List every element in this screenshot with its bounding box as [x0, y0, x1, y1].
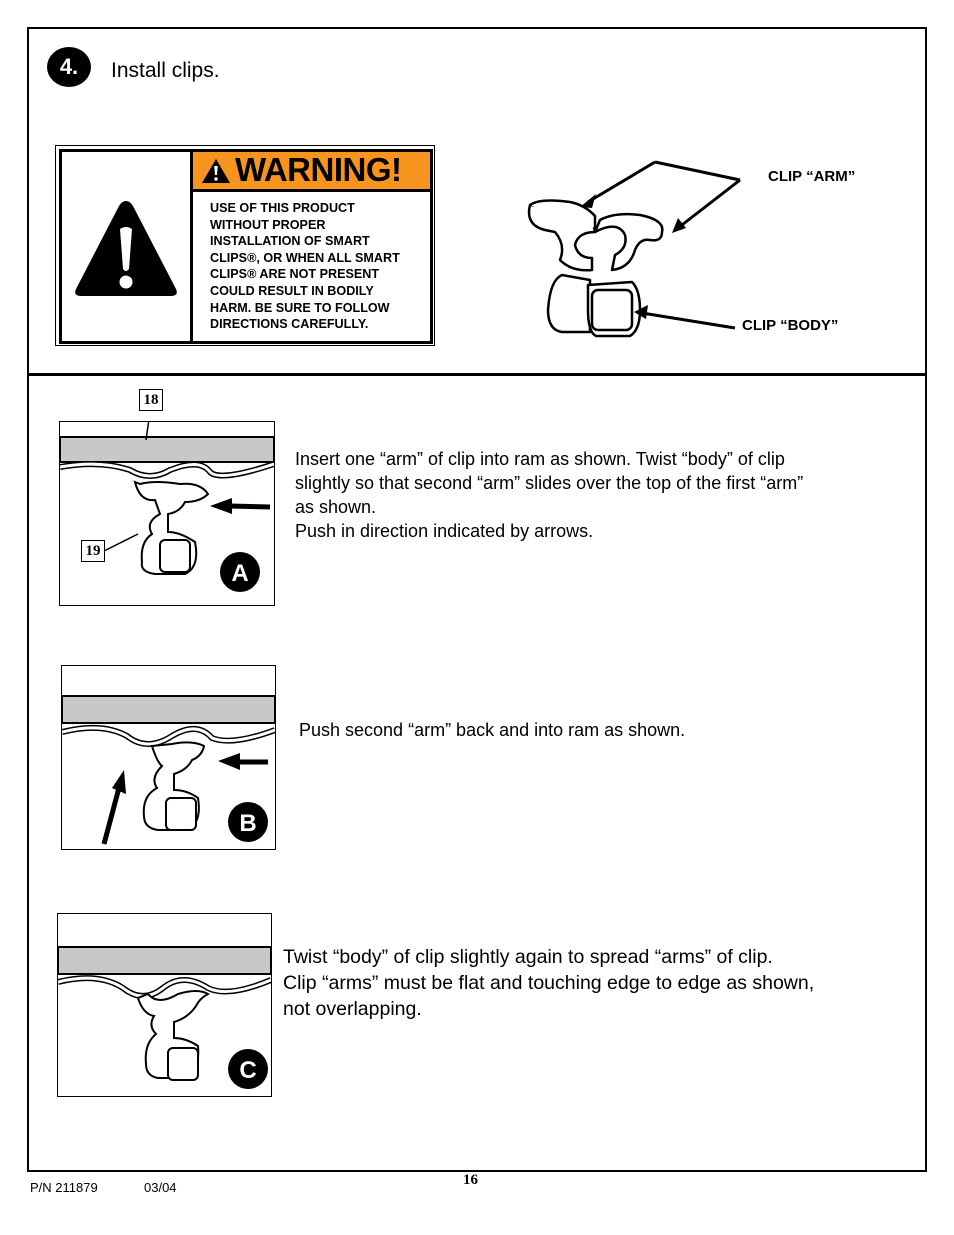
warning-body-line: INSTALLATION OF SMART	[210, 234, 370, 249]
section-divider	[27, 373, 926, 376]
warning-body-line: WITHOUT PROPER	[210, 217, 326, 232]
illustration-panel-b	[61, 665, 276, 850]
instruction-line: Insert one “arm” of clip into ram as shown. Twist “body” of clip	[295, 449, 785, 469]
part-label-19: 19	[81, 540, 105, 562]
ram-clip-illustration-c	[58, 914, 271, 1096]
instruction-line: Push in direction indicated by arrows.	[295, 521, 594, 541]
footer-part-number: P/N 211879	[30, 1180, 98, 1195]
warning-body	[210, 200, 430, 333]
instruction-b	[299, 718, 685, 742]
warning-triangle-icon	[72, 197, 180, 299]
part-label-18: 18	[139, 389, 163, 411]
clip-arm-label: CLIP “ARM”	[768, 168, 856, 185]
ram-clip-illustration-b	[62, 666, 275, 849]
badge-c: C	[239, 1057, 257, 1084]
instruction-line: Push second “arm” back and into ram as shown.	[299, 720, 686, 740]
warning-label	[55, 145, 435, 346]
footer-date: 03/04	[144, 1180, 177, 1195]
illustration-panel-a	[59, 421, 275, 606]
badge-a: A	[231, 560, 249, 587]
instruction-line: Twist “body” of clip slightly again to spread “arms” of clip.	[283, 946, 773, 968]
instruction-line: as shown.	[295, 497, 377, 517]
instruction-line: slightly so that second “arm” slides over the top of the first “arm”	[295, 473, 804, 493]
instruction-a	[295, 447, 803, 543]
warning-body-line: CLIPS®, OR WHEN ALL SMART	[210, 250, 400, 265]
instruction-line: not overlapping.	[283, 998, 422, 1020]
illustration-panel-c	[57, 913, 272, 1097]
instruction-c	[283, 944, 814, 1022]
step-title: Install clips.	[111, 59, 220, 82]
warning-label-inner	[59, 149, 433, 344]
warning-header	[193, 152, 430, 192]
warning-body-line: DIRECTIONS CAREFULLY.	[210, 317, 369, 332]
warning-body-line: HARM. BE SURE TO FOLLOW	[210, 300, 390, 315]
warning-body-line: USE OF THIS PRODUCT	[210, 201, 355, 215]
step-number-badge: 4.	[47, 47, 91, 87]
warning-header-text: WARNING!	[235, 151, 402, 188]
instruction-line: Clip “arms” must be flat and touching edge to edge as shown,	[283, 972, 815, 994]
badge-b: B	[239, 810, 257, 837]
ram-clip-illustration-a	[60, 422, 274, 605]
clip-diagram	[500, 150, 780, 350]
clip-body-label: CLIP “BODY”	[742, 317, 839, 334]
page-number: 16	[463, 1172, 478, 1188]
warning-body-line: COULD RESULT IN BODILY	[210, 283, 374, 298]
warning-small-triangle-icon	[201, 158, 231, 184]
warning-body-line: CLIPS® ARE NOT PRESENT	[210, 267, 380, 282]
